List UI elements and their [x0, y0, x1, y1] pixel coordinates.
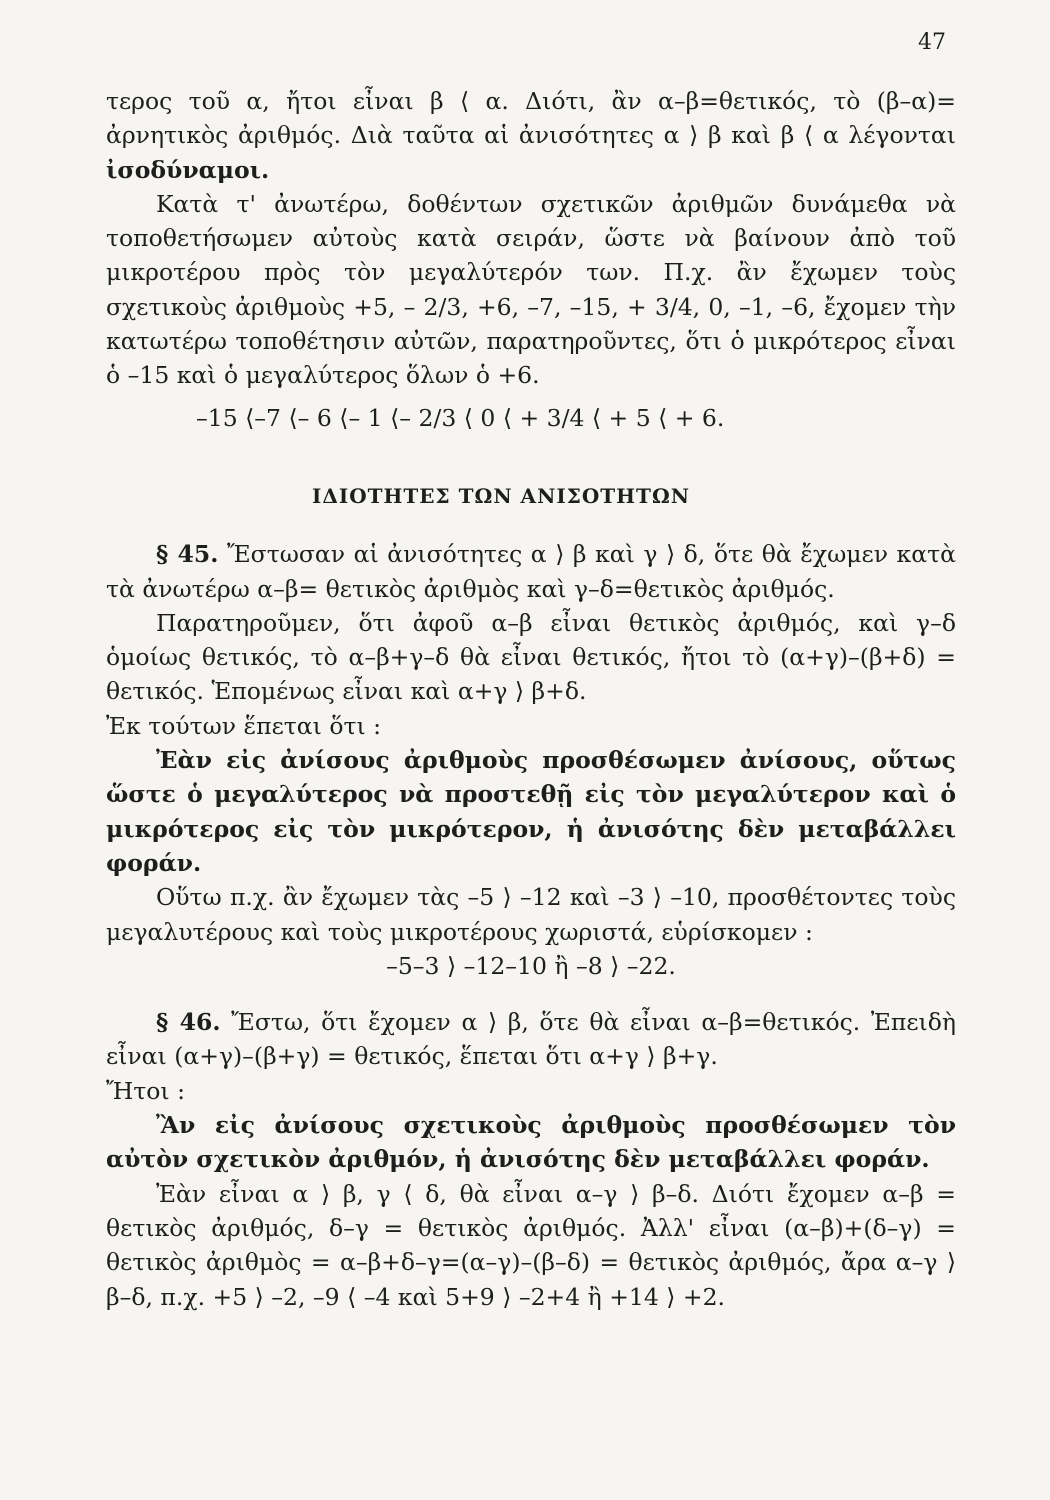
section-45-text: Ἔστωσαν αἱ ἀνισότητες α ⟩ β καὶ γ ⟩ δ, ὅτε θὰ ἔχωμεν κατὰ τὰ ἀνωτέρω α–β= θετικὸς ἀριθμὸς καὶ γ–δ=θετικὸς ἀριθμός.	[106, 540, 956, 603]
section-heading: ΙΔΙΟΤΗΤΕΣ ΤΩΝ ΑΝΙΣΟΤΗΤΩΝ	[311, 483, 691, 508]
page-number: 47	[918, 30, 946, 55]
rule-2: Ἂν εἰς ἀνίσους σχετικοὺς ἀριθμοὺς προσθέσωμεν τὸν αὐτὸν σχετικὸν ἀριθμόν, ἡ ἀνισότης δὲν μεταβάλλει φοράν.	[106, 1111, 956, 1174]
final-paragraph: Ἐὰν εἶναι α ⟩ β, γ ⟨ δ, θὰ εἶναι α–γ ⟩ β–δ. Διότι ἔχομεν α–β = θετικὸς ἀριθμός, δ–γ = θετικὸς ἀριθμός. Ἀλλ' εἶναι (α–β)+(δ–γ) = θετικὸς ἀριθμὸς = α–β+δ–γ=(α–γ)–(β–δ) = θετικὸς ἀριθμός, ἄρα α–γ ⟩ β–δ, π.χ. +5 ⟩ –2, –9 ⟨ –4 καὶ 5+9 ⟩ –2+4 ἢ +14 ⟩ +2.	[106, 1179, 956, 1311]
section-45-paragraph-3: Ἐκ τούτων ἕπεται ὅτι :	[106, 711, 382, 740]
page-body	[106, 84, 956, 1314]
example-1-result: –5–3 ⟩ –12–10 ἢ –8 ⟩ –22.	[386, 951, 676, 980]
example-1: Οὕτω π.χ. ἂν ἔχωμεν τὰς –5 ⟩ –12 καὶ –3 ⟩ –10, προσθέτοντες τοὺς μεγαλυτέρους καὶ τοὺς μικροτέρους χωριστά, εὑρίσκομεν :	[106, 883, 956, 946]
section-45	[106, 537, 956, 606]
section-46	[106, 1005, 956, 1074]
section-46-mark: § 46.	[156, 1008, 221, 1037]
paragraph-continuation	[106, 84, 956, 187]
term-equivalent: ἰσοδύναμοι.	[106, 155, 270, 184]
paragraph-text: τερος τοῦ α, ἤτοι εἶναι β ⟨ α. Διότι, ἂν α–β=θετικός, τὸ (β–α)= ἀρνητικὸς ἀριθμός. Διὰ ταῦτα αἱ ἀνισότητες α ⟩ β καὶ β ⟨ α λέγονται	[106, 87, 956, 150]
section-46-text: Ἔστω, ὅτι ἔχομεν α ⟩ β, ὅτε θὰ εἶναι α–β=θετικός. Ἐπειδὴ εἶναι (α+γ)–(β+γ) = θετικός, ἕπεται ὅτι α+γ ⟩ β+γ.	[106, 1008, 956, 1071]
section-45-mark: § 45.	[156, 540, 219, 569]
rule-1: Ἐὰν εἰς ἀνίσους ἀριθμοὺς προσθέσωμεν ἀνίσους, οὕτως ὥστε ὁ μεγαλύτερος νὰ προστεθῇ εἰς τὸν μεγαλύτερον καὶ ὁ μικρότερος εἰς τὸν μικρότερον, ἡ ἀνισότης δὲν μεταβάλλει φοράν.	[106, 746, 956, 877]
ordering-chain: –15 ⟨–7 ⟨– 6 ⟨– 1 ⟨– 2/3 ⟨ 0 ⟨ + 3/4 ⟨ + 5 ⟨ + 6.	[196, 403, 725, 432]
section-45-paragraph-2: Παρατηροῦμεν, ὅτι ἀφοῦ α–β εἶναι θετικὸς ἀριθμός, καὶ γ–δ ὁμοίως θετικός, τὸ α–β+γ–δ θὰ εἶναι θετικός, ἤτοι τὸ (α+γ)–(β+δ) = θετικός. Ἑπομένως εἶναι καὶ α+γ ⟩ β+δ.	[106, 608, 956, 706]
section-46-paragraph-2: Ἤτοι :	[106, 1076, 185, 1105]
paragraph-ordering-intro: Κατὰ τ' ἀνωτέρω, δοθέντων σχετικῶν ἀριθμῶν δυνάμεθα νὰ τοποθετήσωμεν αὐτοὺς κατὰ σειράν, ὥστε νὰ βαίνουν ἀπὸ τοῦ μικροτέρου πρὸς τὸν μεγαλύτερόν των. Π.χ. ἂν ἔχωμεν τοὺς σχετικοὺς ἀριθμοὺς +5, – 2/3, +6, –7, –15, + 3/4, 0, –1, –6, ἔχομεν τὴν κατωτέρω τοποθέτησιν αὐτῶν, παρατηροῦντες, ὅτι ὁ μικρότερος εἶναι ὁ –15 καὶ ὁ μεγαλύτερος ὅλων ὁ +6.	[106, 189, 956, 390]
